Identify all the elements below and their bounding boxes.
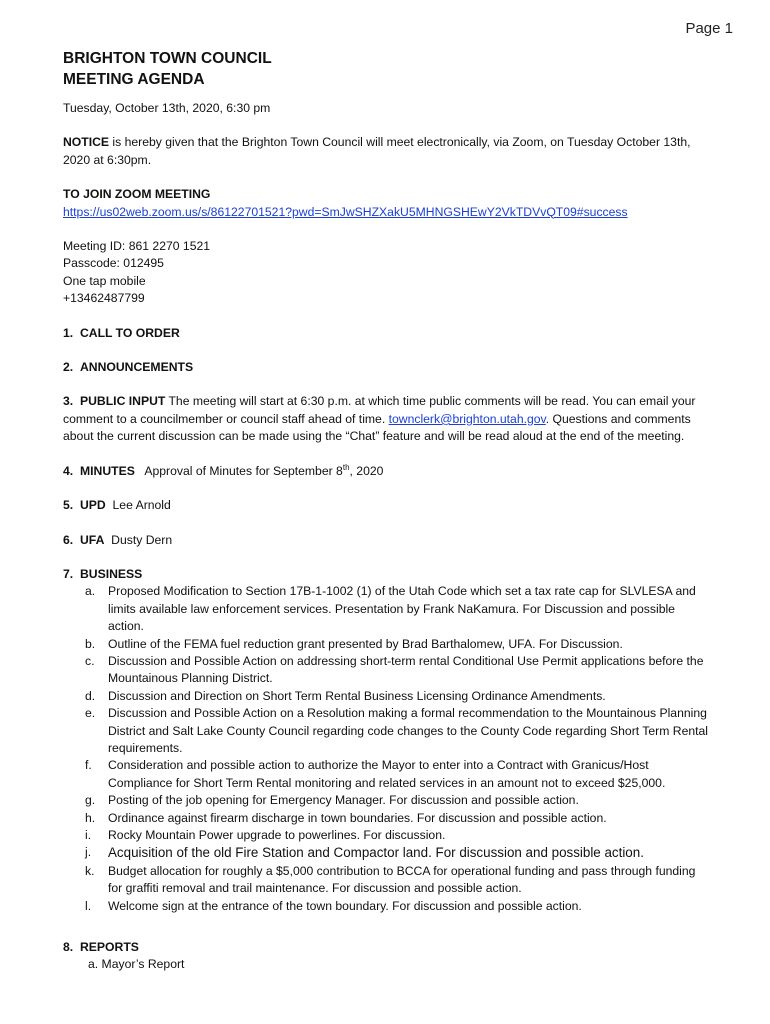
list-marker: e. (85, 706, 96, 721)
list-item-text: Rocky Mountain Power upgrade to powerlines. For discussion. (108, 828, 446, 842)
zoom-heading: TO JOIN ZOOM MEETING (63, 187, 211, 202)
council-title: BRIGHTON TOWN COUNCIL (63, 50, 272, 67)
list-item (63, 653, 711, 688)
list-item (63, 636, 711, 653)
list-item (63, 844, 711, 862)
list-item (63, 810, 711, 827)
ufa-name: Dusty Dern (111, 532, 173, 547)
item-ufa (63, 532, 711, 549)
item-heading: ANNOUNCEMENTS (80, 360, 194, 375)
list-marker: c. (85, 653, 95, 668)
item-heading: CALL TO ORDER (80, 325, 180, 340)
notice-paragraph (63, 134, 711, 169)
item-number: 6. (63, 532, 74, 547)
item-public-input (63, 393, 711, 445)
list-item-text: Outline of the FEMA fuel reduction grant presented by Brad Barthalomew, UFA. For Discussion. (108, 636, 623, 651)
item-minutes (63, 463, 711, 480)
list-marker: i. (85, 828, 92, 842)
list-item (63, 757, 711, 792)
list-marker: k. (85, 863, 95, 878)
list-item (63, 827, 711, 844)
meeting-date: Tuesday, October 13th, 2020, 6:30 pm (63, 101, 271, 115)
notice-label: NOTICE (63, 135, 110, 150)
item-number: 5. (63, 498, 74, 513)
item-heading: UPD (80, 498, 106, 513)
agenda-document (63, 48, 711, 974)
passcode: Passcode: 012495 (63, 256, 164, 271)
item-number: 3. (63, 394, 74, 409)
meeting-id: Meeting ID: 861 2270 1521 (63, 239, 211, 254)
item-number: 4. (63, 463, 74, 478)
item-heading: REPORTS (80, 940, 139, 955)
one-tap-label: One tap mobile (63, 273, 146, 288)
list-item-text: Consideration and possible action to authorize the Mayor to enter into a Contract with Granicus/Host Compliance for Short Term Rental monitoring and related services in an amount not to exceed $25,000. (108, 758, 666, 790)
item-announcements (63, 359, 711, 376)
item-heading: PUBLIC INPUT (80, 394, 166, 409)
list-marker: f. (85, 758, 92, 773)
list-item (63, 583, 711, 635)
upd-name: Lee Arnold (112, 498, 171, 513)
phone-number: +13462487799 (63, 291, 145, 306)
list-item (63, 705, 711, 757)
minutes-superscript: th (342, 462, 350, 472)
minutes-text-end: , 2020 (349, 463, 384, 478)
item-heading: MINUTES (80, 463, 135, 478)
item-number: 7. (63, 566, 74, 581)
list-item-text: Acquisition of the old Fire Station and Compactor land. For discussion and possible action. (108, 845, 644, 861)
agenda-title: MEETING AGENDA (63, 71, 205, 88)
item-number: 8. (63, 940, 74, 955)
list-item-text: Proposed Modification to Section 17B-1-1002 (1) of the Utah Code which set a tax rate cap for SLVLESA and limits available law enforcement services. Presentation by Frank NaKamura. For Discussion and possible action. (108, 584, 696, 634)
zoom-link[interactable]: https://us02web.zoom.us/s/86122701521?pwd=SmJwSHZXakU5MHNGSHEwY2VkTDVvQT09#success (63, 204, 628, 219)
meeting-info (63, 238, 711, 308)
list-item-text: Ordinance against firearm discharge in town boundaries. For discussion and possible action. (108, 810, 607, 825)
item-heading: BUSINESS (80, 566, 143, 581)
list-item (63, 792, 711, 809)
list-item-text: Posting of the job opening for Emergency Manager. For discussion and possible action. (108, 793, 579, 808)
townclerk-email-link[interactable]: townclerk@brighton.utah.gov (388, 411, 546, 426)
list-item-text: Discussion and Possible Action on a Resolution making a formal recommendation to the Mountainous Planning District and Salt Lake County Council regarding code changes to the County Code regarding Short Term Rental requirements. (108, 706, 709, 755)
item-call-to-order (63, 325, 711, 342)
list-item-text: Budget allocation for roughly a $5,000 contribution to BCCA for operational funding and pass through funding for graffiti removal and trail maintenance. For discussion and possible action. (108, 863, 696, 896)
list-marker: j. (85, 845, 92, 860)
item-number: 1. (63, 325, 74, 340)
item-heading: UFA (80, 532, 105, 547)
item-business (63, 566, 711, 915)
list-item-text: Welcome sign at the entrance of the town boundary. For discussion and possible action. (108, 898, 582, 913)
notice-text: is hereby given that the Brighton Town Council will meet electronically, via Zoom, on Tuesday October 13th, 2020 at 6:30pm. (63, 135, 691, 167)
page-number: Page 1 (685, 20, 733, 37)
list-item-text: Discussion and Direction on Short Term Rental Business Licensing Ordinance Amendments. (108, 688, 606, 703)
item-upd (63, 497, 711, 514)
public-input-text-end: . Questions and comments about the current discussion can be made using the “Chat” feature and will be read aloud at the end of the meeting. (63, 411, 691, 444)
list-item (63, 688, 711, 705)
minutes-text: Approval of Minutes for September 8 (144, 463, 343, 478)
list-marker: l. (85, 898, 92, 913)
list-marker: g. (85, 793, 96, 808)
list-marker: d. (85, 688, 96, 703)
reports-subitem: a. Mayor’s Report (88, 957, 185, 972)
list-item-text: Discussion and Possible Action on addressing short-term rental Conditional Use Permit applications before the Mountainous Planning District. (108, 653, 704, 686)
business-list (63, 583, 711, 915)
item-reports (63, 939, 711, 974)
list-item (63, 898, 711, 915)
item-number: 2. (63, 360, 74, 375)
list-marker: h. (85, 810, 96, 825)
list-item (63, 863, 711, 898)
list-marker: a. (85, 584, 96, 599)
public-input-text: The meeting will start at 6:30 p.m. at which time public comments will be read. You can email your comment to a councilmember or council staff ahead of time. (63, 394, 696, 426)
list-marker: b. (85, 636, 96, 651)
